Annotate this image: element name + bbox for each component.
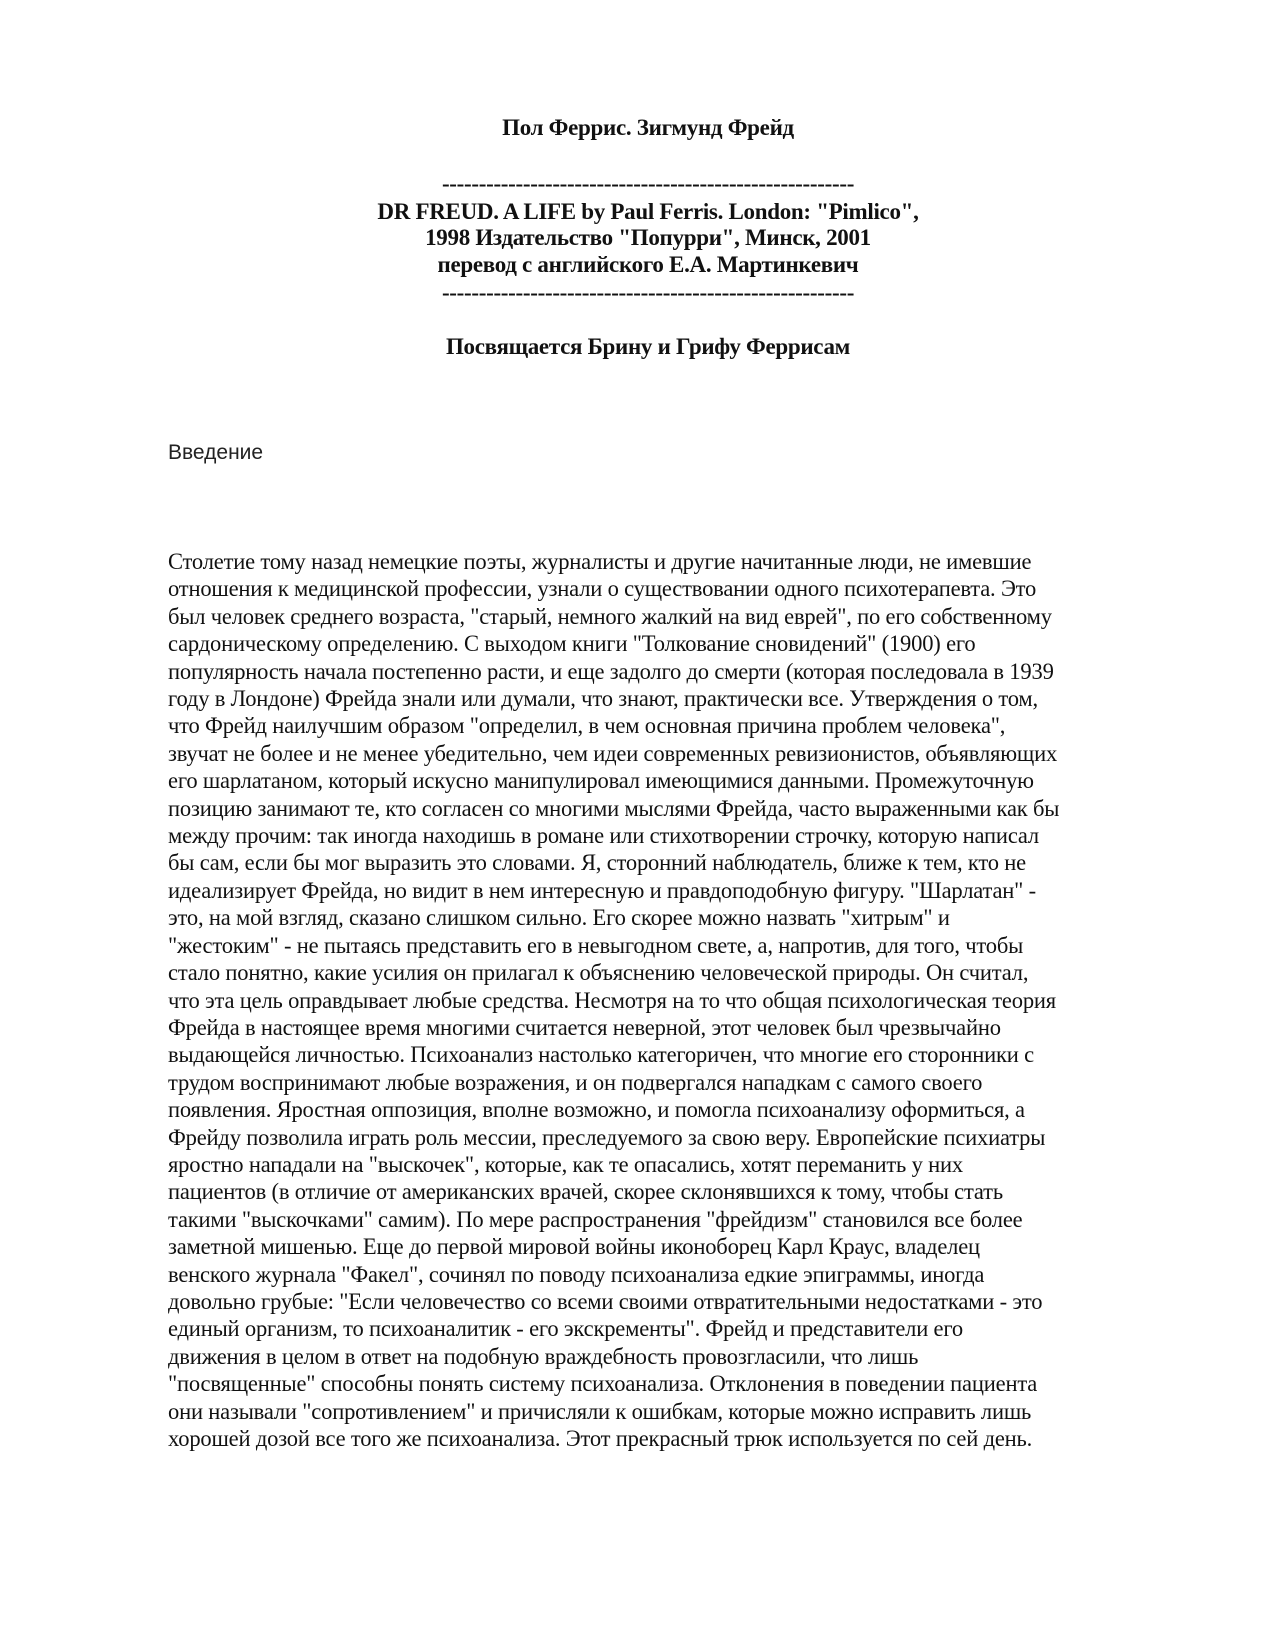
paragraph-line: они называли "сопротивлением" и причисляли к ошибкам, которые можно исправить лишь: [168, 1398, 1032, 1425]
paragraph-line: "посвященные" способны понять систему психоанализа. Отклонения в поведении пациента: [168, 1371, 1038, 1398]
paragraph-line: идеализирует Фрейда, но видит в нем интересную и правдоподобную фигуру. "Шарлатан" -: [168, 877, 1036, 904]
paragraph-line: довольно грубые: "Если человечество со всеми своими отвратительными недостатками - это: [168, 1288, 1043, 1315]
paragraph-line: появления. Яростная оппозиция, вполне возможно, и помогла психоанализу оформиться, а: [168, 1097, 1025, 1124]
paragraph-line: был человек среднего возраста, "старый, немного жалкий на вид еврей", по его собственному: [168, 603, 1052, 630]
dedication: Посвящается Брину и Грифу Феррисам: [445, 334, 851, 359]
paragraph-line: выдающейся личностью. Психоанализ настолько категоричен, что многие его сторонники с: [168, 1042, 1034, 1069]
paragraph-line: Столетие тому назад немецкие поэты, журналисты и другие начитанные люди, не имевшие: [168, 549, 1032, 575]
paragraph-line: хорошей дозой все того же психоанализа. Этот прекрасный трюк используется по сей день.: [168, 1426, 1033, 1452]
paragraph-line: "жестоким" - не пытаясь представить его в невыгодном свете, а, напротив, для того, чтобы: [168, 932, 1024, 959]
paragraph-line: стало понятно, какие усилия он прилагал к объяснению человеческой природы. Он считал,: [168, 960, 1029, 987]
separator-top: --------------------------------------------------------: [441, 171, 855, 196]
paragraph-line: его шарлатаном, который искусно манипулировал имеющимися данными. Промежуточную: [168, 768, 1034, 795]
paragraph-line: между прочим: так иногда находишь в романе или стихотворении строчку, которую написал: [168, 823, 1040, 850]
paragraph-line: венского журнала "Факел", сочинял по поводу психоанализа едкие эпиграммы, иногда: [168, 1261, 985, 1288]
body-paragraph: [168, 549, 1168, 1453]
paragraph-line: позицию занимают те, кто согласен со многими мыслями Фрейда, часто выраженными как бы: [168, 795, 1060, 822]
paragraph-line: Фрейду позволила играть роль мессии, преследуемого за свою веру. Европейские психиатры: [168, 1124, 1046, 1151]
paragraph-line: популярность начала постепенно расти, и еще задолго до смерти (которая последовала в 1939: [168, 658, 1054, 685]
paragraph-line: пациентов (в отличие от американских врачей, скорее склонявшихся к тому, чтобы стать: [168, 1179, 1003, 1206]
paragraph-line: заметной мишенью. Еще до первой мировой войны иконоборец Карл Краус, владелец: [168, 1234, 980, 1261]
paragraph-line: году в Лондоне) Фрейда знали или думали, что знают, практически все. Утверждения о том,: [168, 686, 1038, 713]
paragraph-line: единый организм, то психоаналитик - его экскременты". Фрейд и представители его: [168, 1316, 963, 1343]
section-title: Введение: [168, 441, 264, 464]
separator-bottom: --------------------------------------------------------: [441, 280, 855, 305]
paragraph-line: звучат не более и не менее убедительно, чем идеи современных ревизионистов, объявляющих: [168, 740, 1058, 767]
paragraph-line: что Фрейд наилучшим образом "определил, в чем основная причина проблем человека",: [168, 713, 1006, 740]
document-title: Пол Феррис. Зигмунд Фрейд: [502, 115, 794, 140]
paragraph-line: трудом воспринимают любые возражения, и он подвергался нападкам с самого своего: [168, 1069, 983, 1096]
paragraph-line: отношения к медицинской профессии, узнали о существовании одного психотерапевта. Это: [168, 576, 1037, 603]
paragraph-line: что эта цель оправдывает любые средства. Несмотря на то что общая психологическая теория: [168, 987, 1056, 1014]
paragraph-line: это, на мой взгляд, сказано слишком сильно. Его скорее можно назвать "хитрым" и: [168, 905, 950, 932]
paragraph-line: такими "выскочками" самим). По мере распространения "фрейдизм" становился все более: [168, 1206, 1023, 1233]
paragraph-line: Фрейда в настоящее время многими считается неверной, этот человек был чрезвычайно: [168, 1014, 1001, 1041]
source-line-3: перевод с английского Е.А. Мартинкевич: [437, 252, 859, 277]
paragraph-line: яростно нападали на "выскочек", которые, как те опасались, хотят переманить у них: [168, 1151, 963, 1178]
paragraph-line: движения в целом в ответ на подобную враждебность провозгласили, что лишь: [168, 1343, 919, 1370]
paragraph-line: сардоническому определению. С выходом книги "Толкование сновидений" (1900) его: [168, 631, 976, 658]
source-line-1: DR FREUD. A LIFE by Paul Ferris. London: "Pimlico",: [377, 199, 919, 224]
paragraph-line: бы сам, если бы мог выразить это словами. Я, сторонний наблюдатель, ближе к тем, кто не: [168, 850, 1027, 877]
source-line-2: 1998 Издательство "Попурри", Минск, 2001: [425, 225, 871, 250]
